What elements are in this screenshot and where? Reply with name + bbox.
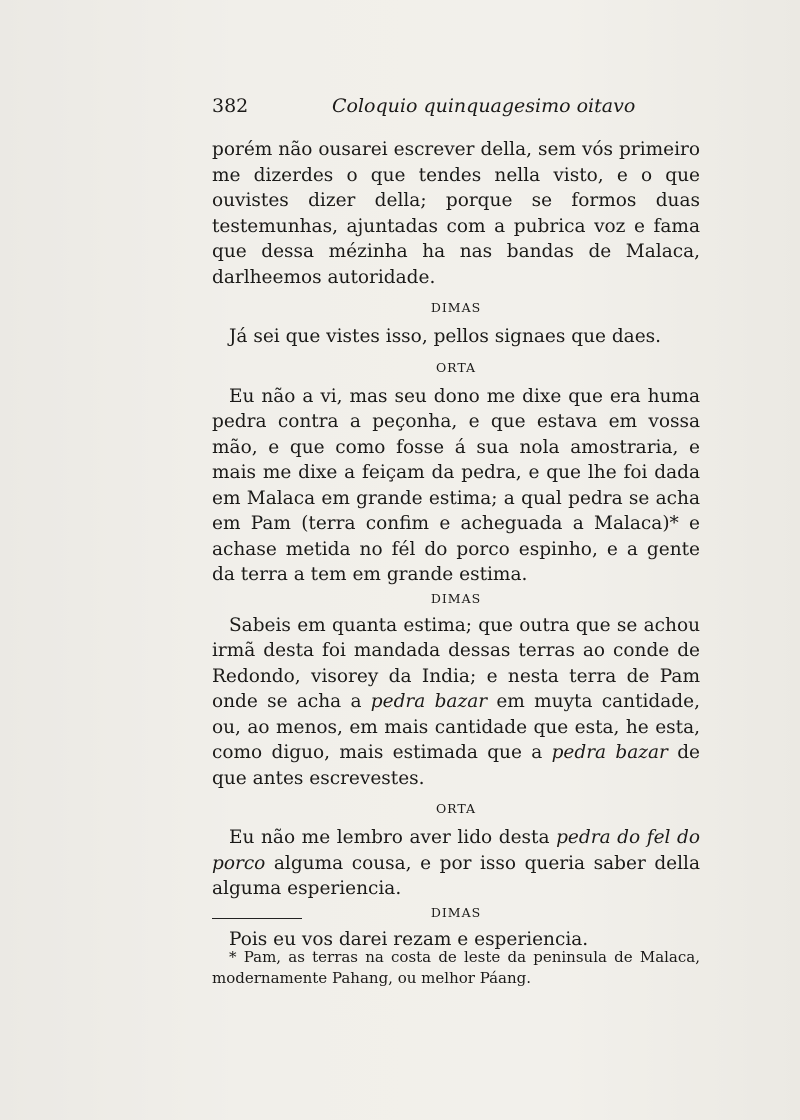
speaker-label: ORTA xyxy=(435,359,477,375)
speaker-label: DIMAS xyxy=(430,300,482,315)
speaker-label: DIMAS xyxy=(430,590,482,606)
running-title: Coloquio quinquagesimo oitavo xyxy=(332,95,636,117)
running-head xyxy=(212,95,700,125)
paragraph-5-text-b: alguma cousa, e por isso queria saber della alguma esperiencia. xyxy=(212,852,700,899)
paragraph-5-text-a: Eu não me lembro aver lido desta xyxy=(229,827,557,848)
page-number: 382 xyxy=(212,95,249,117)
footnote: * Pam, as terras na costa de leste da peninsula de Malaca, modernamente Pahang, ou melhor Páang. xyxy=(212,948,700,987)
paragraph-4 xyxy=(212,613,700,792)
paragraph-4-text-c: de que antes escrevestes. xyxy=(212,742,700,789)
text-block xyxy=(212,95,700,952)
term-pedra-bazar: pedra bazar xyxy=(370,691,488,712)
paragraph-5 xyxy=(212,825,700,902)
term-pedra-bazar: pedra bazar xyxy=(551,742,668,763)
paragraph-1: porém não ousarei escrever della, sem vós primeiro me dizerdes o que tendes nella visto, e o que ouvistes dizer della; porque se formos duas testemunhas, ajuntadas com a pubrica voz e fama que dessa mézinha ha nas bandas de Malaca, darlheemos autoridade. xyxy=(212,139,700,288)
paragraph-3: Eu não a vi, mas seu dono me dixe que era huma pedra contra a peçonha, e que estava em vossa mão, e que como fosse á sua nola amostraria, e mais me dixe a feiçam da pedra, e que lhe foi dada em Malaca em grande estima; a qual pedra se acha em Pam (terra confim e acheguada a Malaca)* e achase metida no fél do porco espinho, e a gente da terra a tem em grande estima. xyxy=(212,385,700,585)
paragraph-2: Já sei que vistes isso, pellos signaes que daes. xyxy=(229,326,662,347)
paragraph-4-text-a: Sabeis em quanta estima; que outra que se achou irmã desta foi mandada dessas terras ao conde de Redondo, visorey da India; e nesta terra de Pam onde se acha a xyxy=(212,614,700,712)
paragraph-4-text-b: em muyta cantidade, ou, ao menos, em mais cantidade que esta, he esta, como diguo, mais estimada que a xyxy=(212,691,700,763)
paragraph-6: Pois eu vos darei rezam e esperiencia. xyxy=(229,928,589,950)
footnote-rule xyxy=(212,918,302,919)
speaker-label: ORTA xyxy=(435,801,477,816)
term-pedra-do-fel-do-porco: pedra do fel do porco xyxy=(212,827,700,874)
body-text xyxy=(212,137,700,952)
speaker-label: DIMAS xyxy=(430,904,482,920)
